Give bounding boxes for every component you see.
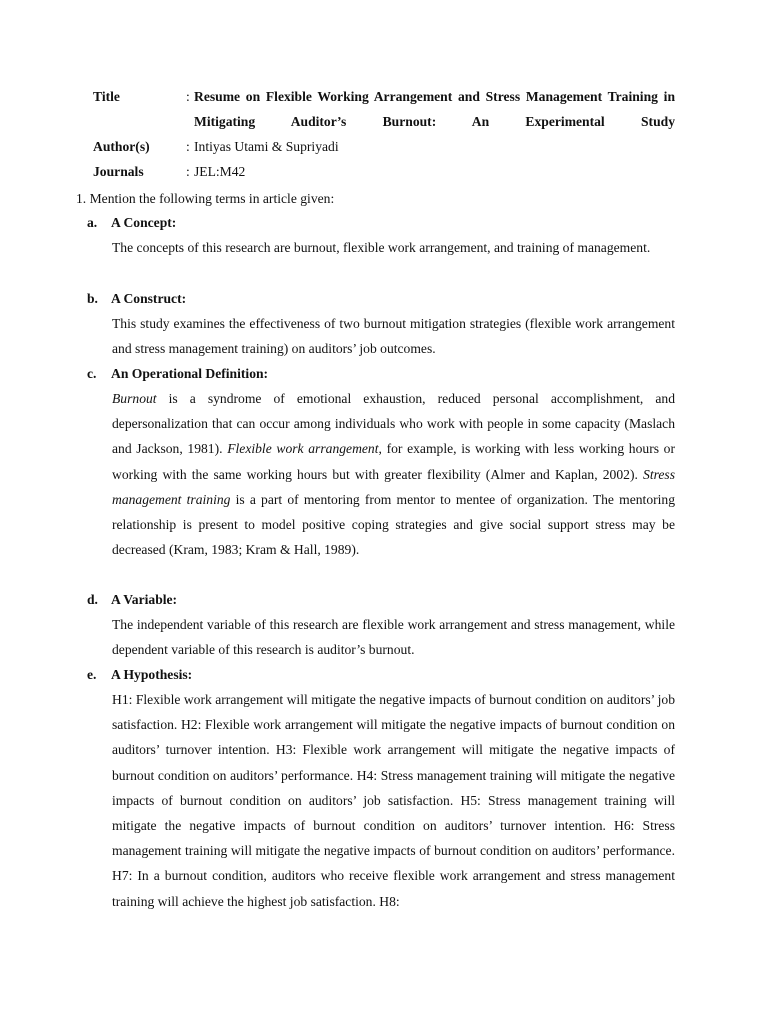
section-title: A Hypothesis: [111, 667, 193, 682]
term-flexible-work-arrangement: Flexible work arrangement [227, 441, 379, 457]
section-letter: c. [87, 366, 97, 381]
section-text: The concepts of this research are burnout, flexible work arrangement, and training of management. [112, 240, 651, 255]
term-burnout: Burnout [112, 391, 157, 406]
section-letter: d. [87, 592, 98, 607]
authors-value: Intiyas Utami & Supriyadi [194, 139, 339, 154]
definition-text: is a part of mentoring from mentor to mentee of organization. The mentoring relationship is present to model positive coping strategies and give social support stress may be decreased (Kram, 1983; Kram & Hall, 1989). [112, 491, 676, 558]
section-text: H1: Flexible work arrangement will mitigate the negative impacts of burnout condition on auditors’ job satisfaction. H2: Flexible work arrangement will mitigate the negative impacts of burnout condition on auditors’ turnover intention. H3: Flexible work arrangement will mitigate the negative impacts of burnout condition on auditors’ performance. H4: Stress management training will mitigate the negative impacts of burnout condition on auditors’ job satisfaction. H5: Stress management training will mitigate the negative impacts of burnout condition on auditors’ turnover intention. H6: Stress management training will mitigate the negative impacts of burnout condition on auditors’ performance. H7: In a burnout condition, auditors who receive flexible work arrangement and stress management training will achieve the highest job satisfaction. H8: [112, 692, 675, 909]
section-heading [87, 662, 675, 687]
section-hypothesis [87, 662, 675, 914]
question-1: 1. Mention the following terms in article given: [76, 191, 335, 206]
section-title: A Construct: [111, 291, 187, 306]
section-letter: a. [87, 215, 98, 230]
section-construct [87, 286, 675, 361]
section-variable [87, 587, 675, 662]
authors-label: Author(s) [93, 139, 150, 154]
authors-colon: : [186, 139, 190, 154]
journals-label: Journals [93, 164, 144, 179]
section-heading [87, 587, 675, 612]
section-title: A Variable: [111, 592, 178, 607]
term-stress-management-training: Stress management training [112, 466, 675, 507]
authors-row [93, 134, 675, 159]
document-title: Resume on Flexible Working Arrangement and Stress Management Training in Mitigating Auditor’s Burnout: An Experimental Study [194, 89, 675, 129]
section-title: An Operational Definition: [111, 366, 269, 381]
section-operational-definition [87, 361, 675, 562]
section-heading [87, 210, 675, 235]
definition-text: , for example, is working with less working hours or working with the same working hours but with greater flexibility (Almer and Kaplan, 2002). [112, 441, 676, 482]
section-heading [87, 286, 675, 311]
section-text: This study examines the effectiveness of two burnout mitigation strategies (flexible work arrangement and stress management training) on auditors’ job outcomes. [112, 316, 675, 357]
definition-text: is a syndrome of emotional exhaustion, reduced personal accomplishment, and depersonalization that can occur among individuals who work with people in some capacity (Maslach and Jackson, 1981). [112, 391, 675, 457]
title-colon: : [186, 89, 190, 104]
journals-row [93, 159, 675, 184]
journals-value: JEL:M42 [194, 164, 246, 179]
section-concept [87, 210, 675, 260]
title-label: Title [93, 89, 120, 104]
section-letter: e. [87, 667, 97, 682]
section-text: The independent variable of this research are flexible work arrangement and stress management, while dependent variable of this research is auditor’s burnout. [112, 617, 675, 658]
section-letter: b. [87, 291, 98, 306]
journals-colon: : [186, 164, 190, 179]
section-text [112, 386, 675, 562]
section-title: A Concept: [111, 215, 177, 230]
section-heading [87, 361, 675, 386]
